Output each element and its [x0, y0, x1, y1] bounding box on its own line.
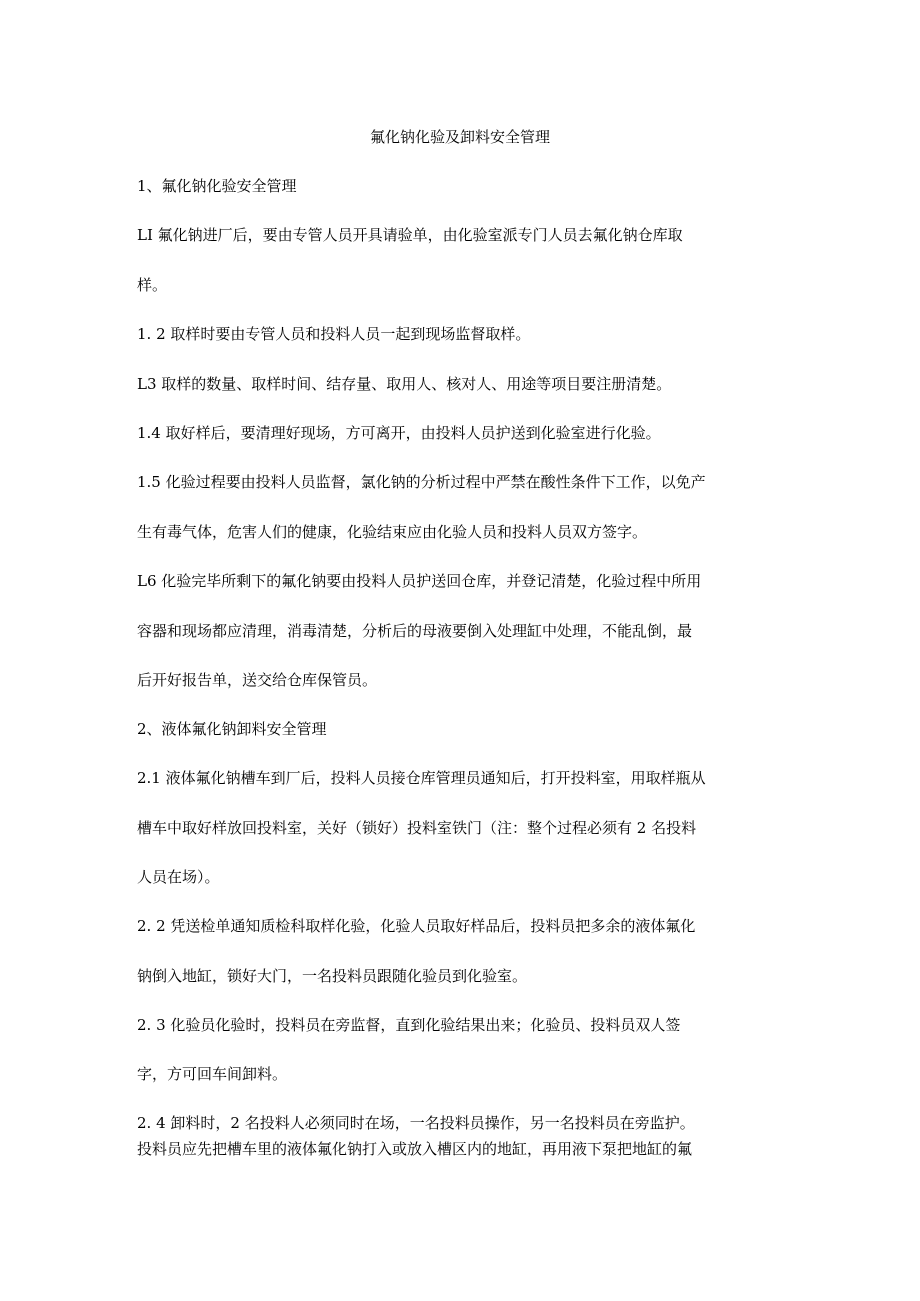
paragraph-1-6-line-2: 容器和现场都应清理，消毒清楚，分析后的母液要倒入处理缸中处理，不能乱倒，最	[137, 622, 693, 640]
section-2-heading: 2、液体氟化钠卸料安全管理	[137, 720, 327, 738]
paragraph-1-6-line-1: L6 化验完毕所剩下的氟化钠要由投料人员护送回仓库，并登记清楚，化验过程中所用	[137, 572, 702, 590]
paragraph-2-3-line-1: 2. 3 化验员化验时，投料员在旁监督，直到化验结果出来；化验员、投料员双人签	[137, 1016, 681, 1034]
paragraph-2-1-line-3: 人员在场）。	[137, 868, 220, 886]
paragraph-1-3: L3 取样的数量、取样时间、结存量、取用人、核对人、用途等项目要注册清楚。	[137, 375, 672, 393]
paragraph-1-1-line-1: LI 氟化钠进厂后，要由专管人员开具请验单，由化验室派专门人员去氟化钠仓库取	[137, 226, 683, 244]
paragraph-2-1-line-2: 槽车中取好样放回投料室，关好（锁好）投料室铁门（注：整个过程必须有 2 名投料	[137, 819, 697, 837]
paragraph-1-1-line-2: 样。	[137, 276, 168, 294]
paragraph-1-4: 1.4 取好样后，要清理好现场，方可离开，由投料人员护送到化验室进行化验。	[137, 424, 661, 442]
paragraph-2-2-line-1: 2. 2 凭送检单通知质检科取样化验，化验人员取好样品后，投料员把多余的液体氟化	[137, 917, 696, 935]
section-1-heading: 1、氟化钠化验安全管理	[137, 177, 297, 195]
paragraph-2-1-line-1: 2.1 液体氟化钠槽车到厂后，投料人员接仓库管理员通知后，打开投料室，用取样瓶从	[137, 769, 706, 787]
paragraph-2-4-line-1: 2. 4 卸料时，2 名投料人必须同时在场，一名投料员操作，另一名投料员在旁监护。	[137, 1114, 695, 1132]
document-title: 氟化钠化验及卸料安全管理	[369, 128, 550, 146]
paragraph-1-6-line-3: 后开好报告单，送交给仓库保管员。	[137, 671, 378, 689]
paragraph-2-3-line-2: 字，方可回车间卸料。	[137, 1065, 288, 1083]
paragraph-2-2-line-2: 钠倒入地缸，锁好大门，一名投料员跟随化验员到化验室。	[137, 967, 528, 985]
paragraph-1-5-line-2: 生有毒气体，危害人们的健康，化验结束应由化验人员和投料人员双方签字。	[137, 523, 648, 541]
paragraph-1-2: 1. 2 取样时要由专管人员和投料人员一起到现场监督取样。	[137, 325, 531, 343]
paragraph-1-5-line-1: 1.5 化验过程要由投料人员监督，氯化钠的分析过程中严禁在酸性条件下工作，以免产	[137, 473, 706, 491]
paragraph-2-4-line-2: 投料员应先把槽车里的液体氟化钠打入或放入槽区内的地缸，再用液下泵把地缸的氟	[137, 1140, 693, 1158]
